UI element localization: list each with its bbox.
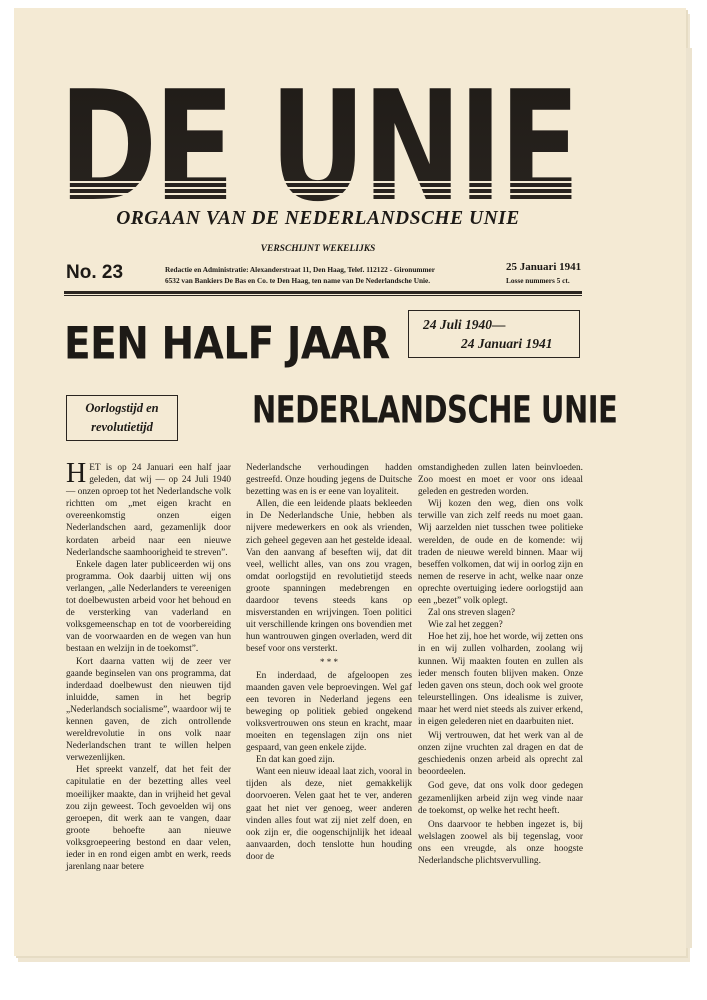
admin-line: Redactie en Administratie: Alexanderstraat 11, Den Haag, Telef. 112122 - Gironummer (165, 265, 436, 274)
publication-frequency: VERSCHIJNT WEKELIJKS (260, 244, 376, 254)
headline-line2: NEDERLANDSCHE UNIE (252, 388, 618, 432)
price-note: Losse nummers 5 ct. (506, 276, 570, 285)
drop-cap: H (66, 458, 87, 489)
article-paragraph: En dat kan goed zijn. (256, 755, 335, 766)
masthead-title: DE UNIE (59, 74, 577, 218)
article-column-1 (66, 458, 231, 873)
administration-info (165, 264, 485, 286)
date-from: 24 Juli 1940— (423, 317, 506, 332)
section-separator: * * * (320, 656, 338, 667)
article-paragraph: Ons daarvoor te hebben ingezet is, bij welslagen zoowel als bij tegenslag, voor ons een vreugde, als onze hoogste Nederlandsche plichtsvervulling. (418, 819, 583, 866)
article-paragraph: God geve, dat ons volk door gedegen gezamenlijken arbeid zijn weg vinde naar de toekomst, op welke het recht heeft. (418, 781, 583, 816)
article-column-2 (246, 462, 412, 863)
article-paragraph: omstandigheden zullen laten beinvloeden. Zoo moest en moet er voor ons ideaal geleden en gestreden worden. (418, 463, 583, 498)
admin-line: 6532 van Bankiers De Bas en Co. te Den Haag, ten name van De Nederlandsche Unie. (165, 276, 431, 285)
kicker-line: Oorlogstijd en (85, 401, 159, 415)
date-range-box (408, 310, 580, 358)
kicker-line: revolutietijd (91, 420, 153, 434)
date-to: 24 Januari 1941 (461, 336, 553, 351)
article-paragraph: Het spreekt vanzelf, dat het feit der capitulatie en der bezetting alles veel moeilijker maakte, dan in vrijheid het geval zou zijn geweest. Toch gevoelden wij ons geroepen, dit werk aan te vangen, daar groote behoefte aan nieuwe volksgroepeering bestond en daar velen, ieder in en rond eigen ambt en werk, reeds jarenlang naar betere (66, 765, 231, 873)
masthead-subtitle: ORGAAN VAN DE NEDERLANDSCHE UNIE (116, 208, 520, 229)
headline-line1: EEN HALF JAAR (64, 318, 390, 370)
issue-number: No. 23 (66, 262, 124, 283)
issue-date: 25 Januari 1941 (506, 261, 582, 273)
article-paragraph: Allen, die een leidende plaats bekleeden in De Nederlandsche Unie, hebben als nijvere medewerkers en ook als vrienden, zich geheel gegeven aan het gestelde ideaal. Van den aanvang af beseften wij, dat dit veel, wellicht alles, van ons zou vragen, omdat oorlogstijd en revolutietijd steeds groote spanningen medebrengen en daardoor tevens steeds kans op misverstanden en wrijvingen. Toen politici uit verschillende kringen ons bovendien met hun wantrouwen gingen overladen, werd dit besef voor ons versterkt. (246, 499, 412, 655)
article-paragraph: Hoe het zij, hoe het worde, wij zetten ons in en wij zullen volharden, zoolang wij kunnen. Wij maakten fouten en zullen als ieder mensch fouten blijven maken. Onze leden gaven ons steun, doch ook wel groote teleurstellingen. Ons idealisme is zuiver, maar het werd niet steeds als zuiver erkend, in eigen gelederen niet en daarbuiten niet. (418, 632, 583, 727)
masthead-rule-thin (64, 295, 582, 296)
kicker-box (66, 395, 178, 441)
article-paragraph: Wie zal het zeggen? (428, 620, 503, 631)
article-paragraph: Wij kozen den weg, dien ons volk terwille van zich zelf reeds nu moet gaan. Wij aarzelden niet tusschen twee politieke werelden, de oude en de komende: wij traden de nieuwe wereld binnen. Maar wij beseffen volkomen, dat wij in oorlog zijn en nemen de reserve in acht, welke naar onze oprechte overtuiging iedere oorlogstijd aan een „bezet” volk oplegt. (418, 499, 583, 607)
article-paragraph: Enkele dagen later publiceerden wij ons programma. Ook daarbij uitten wij ons verlangen, „alle Nederlanders te vereenigen tot doelbewusten arbeid voor het behoud en de versterking van vaderland en volksgemeenschap en tot de voorbereiding van de voorwaarden en de wegen van hun bestaan en welzijn in de toekomst”. (66, 559, 231, 655)
article-paragraph (66, 458, 231, 559)
article-paragraph: Kort daarna vatten wij de zeer ver gaande beginselen van ons programma, dat inderdaad doelbewust den nieuwen tijd inluidde, samen in het begrip „Nederlandsch socialisme”, waardoor wij te kennen gaven, de zich ontrollende wereldrevolutie in ons volk naar Nederlandschen trant te willen helpen verwezenlijken. (66, 656, 231, 764)
article-column-3 (418, 462, 583, 867)
article-paragraph: Zal ons streven slagen? (428, 608, 515, 619)
article-paragraph: Wij vertrouwen, dat het werk van al de onzen zijne vruchten zal dragen en dat de geschiedenis onzen arbeid als oprecht zal beoordeelen. (418, 731, 583, 778)
masthead-rule (64, 291, 582, 294)
article-paragraph: Nederlandsche verhoudingen hadden gestreefd. Onze houding jegens de Duitsche bezetting was en is er eene van loyaliteit. (246, 463, 412, 498)
article-paragraph: Want een nieuw ideaal laat zich, vooral in tijden als deze, niet gemakkelijk doorvoeren. Velen gaat het te ver, anderen gaat het niet ver genoeg, weer anderen vinden alles fout wat zij niet zelf doen, en ook zijn er, die oogenschijnlijk het ideaal aanvaarden, doch tenslotte hun houding door de (246, 767, 412, 862)
masthead-logo (56, 74, 580, 218)
paragraph-text: ET is op 24 Januari een half jaar geleden, dat wij — op 24 Juli 1940 — onzen oproep tot het Nederlandsche volk richtten om „met eigen kracht en overeenkomstig onzen eigen Nederlandschen aard, gezamenlijk door kordaten arbeid naar een nieuwe Nederlandsche saamhoorigheid te streven”. (66, 463, 231, 558)
article-paragraph: En inderdaad, de afgeloopen zes maanden gaven vele beproevingen. Wel gaf een tevoren in Nederland jegens een beweging op politiek gebied ongekend volksvertrouwen ons steun en kracht, maar moeiten en tegenslagen zijn ons niet gespaard, van geen enkele zijde. (246, 670, 412, 754)
